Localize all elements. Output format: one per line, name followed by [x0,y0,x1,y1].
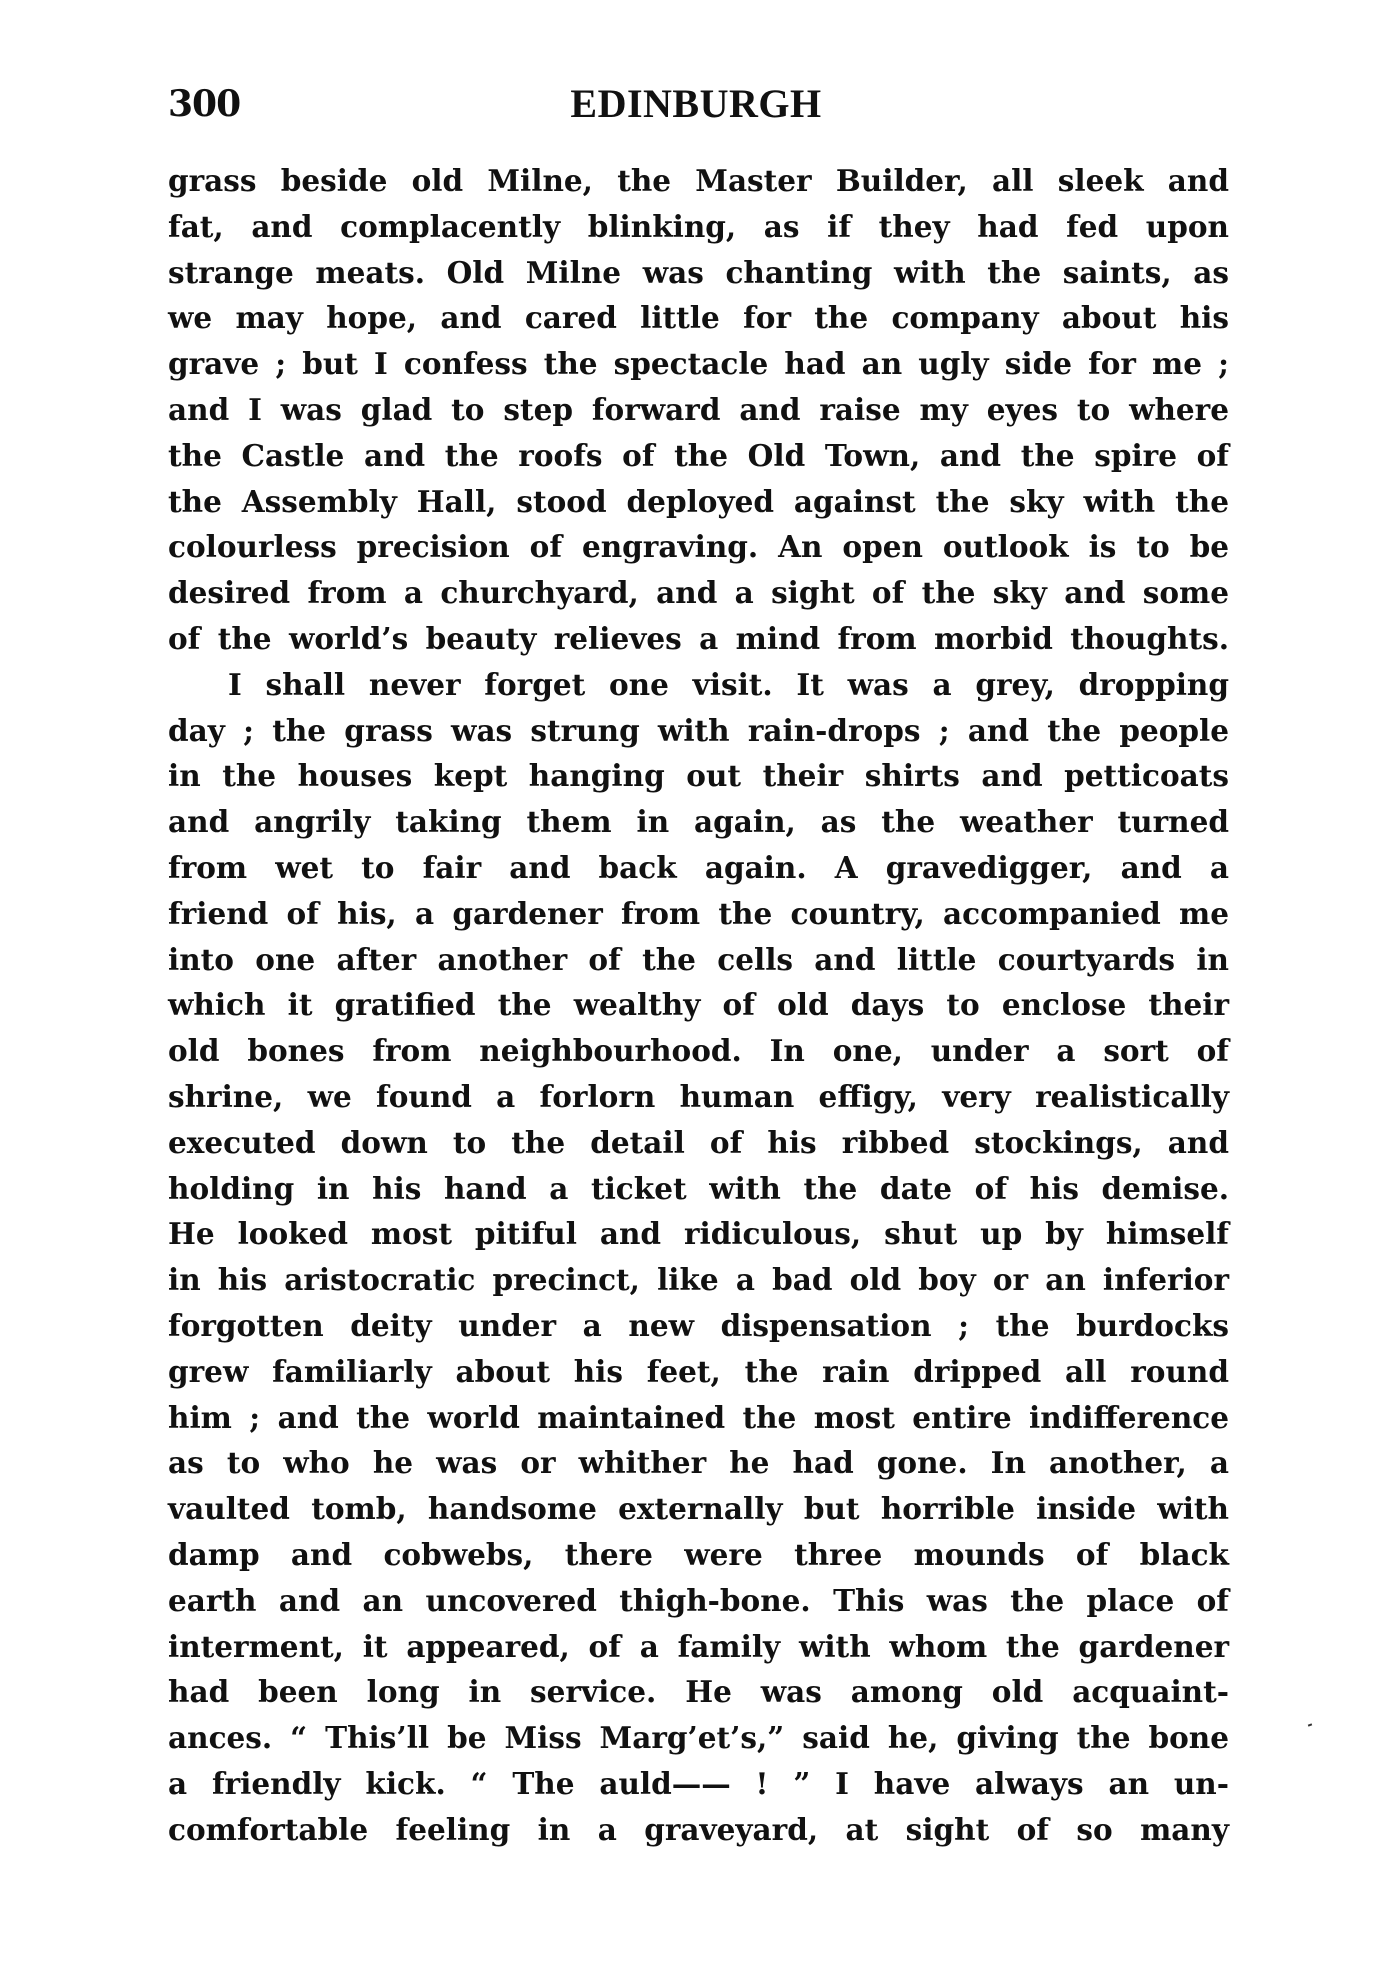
text-line: from wet to fair and back again. A gravedigger, and a [168,849,1229,885]
text-line: desired from a churchyard, and a sight of the sky and some [168,575,1229,611]
text-line: the Assembly Hall, stood deployed against the sky with the [168,483,1229,519]
text-line: shrine, we found a forlorn human effigy, very realistically [168,1078,1229,1114]
running-title: EDINBURGH [570,81,822,126]
text-line: a friendly kick. “ The auld—— ! ” I have always an un- [168,1765,1229,1801]
text-line: fat, and complacently blinking, as if they had fed upon [168,208,1229,244]
text-line: He looked most pitiful and ridiculous, shut up by himself [168,1216,1229,1252]
text-line: forgotten deity under a new dispensation ; the burdocks [168,1307,1229,1343]
text-line: grew familiarly about his feet, the rain dripped all round [168,1353,1229,1389]
text-line: grave ; but I confess the spectacle had an ugly side for me ; [168,346,1229,382]
text-line: day ; the grass was strung with rain-drops ; and the people [168,712,1229,748]
text-line: had been long in service. He was among old acquaint- [168,1674,1229,1710]
text-line: comfortable feeling in a graveyard, at sight of so many [168,1811,1229,1847]
paragraph-start-line: I shall never forget one visit. It was a grey, dropping [228,666,1229,702]
text-line: into one after another of the cells and little courtyards in [168,941,1229,977]
text-line: we may hope, and cared little for the company about his [168,300,1229,336]
text-line: colourless precision of engraving. An open outlook is to be [168,529,1229,565]
text-line: which it gratified the wealthy of old days to enclose their [168,987,1229,1023]
text-line: and I was glad to step forward and raise my eyes to where [168,391,1229,427]
text-line: vaulted tomb, handsome externally but horrible inside with [168,1491,1229,1527]
text-line: in the houses kept hanging out their shirts and petticoats [168,758,1229,794]
page-number: 300 [168,83,241,125]
scan-speck [1308,1723,1312,1726]
running-head [168,82,1229,126]
text-line: in his aristocratic precinct, like a bad old boy or an inferior [168,1262,1229,1298]
text-line: holding in his hand a ticket with the date of his demise. [168,1170,1229,1206]
text-line: friend of his, a gardener from the country, accompanied me [168,895,1229,931]
text-line: of the world’s beauty relieves a mind from morbid thoughts. [168,620,1229,656]
text-line: and angrily taking them in again, as the weather turned [168,804,1229,840]
text-line: executed down to the detail of his ribbed stockings, and [168,1124,1229,1160]
text-line: as to who he was or whither he had gone. In another, a [168,1445,1229,1481]
text-line: damp and cobwebs, there were three mounds of black [168,1536,1229,1572]
text-line: the Castle and the roofs of the Old Town, and the spire of [168,437,1229,473]
text-line: grass beside old Milne, the Master Builder, all sleek and [168,163,1229,198]
text-line: ances. “ This’ll be Miss Marg’et’s,” said he, giving the bone [168,1720,1229,1756]
text-line: strange meats. Old Milne was chanting with the saints, as [168,254,1229,290]
text-line: old bones from neighbourhood. In one, under a sort of [168,1033,1229,1069]
text-line: him ; and the world maintained the most entire indifference [168,1399,1229,1435]
body-text [168,158,1229,1852]
text-line: earth and an uncovered thigh-bone. This was the place of [168,1582,1229,1618]
text-line: interment, it appeared, of a family with whom the gardener [168,1628,1229,1664]
